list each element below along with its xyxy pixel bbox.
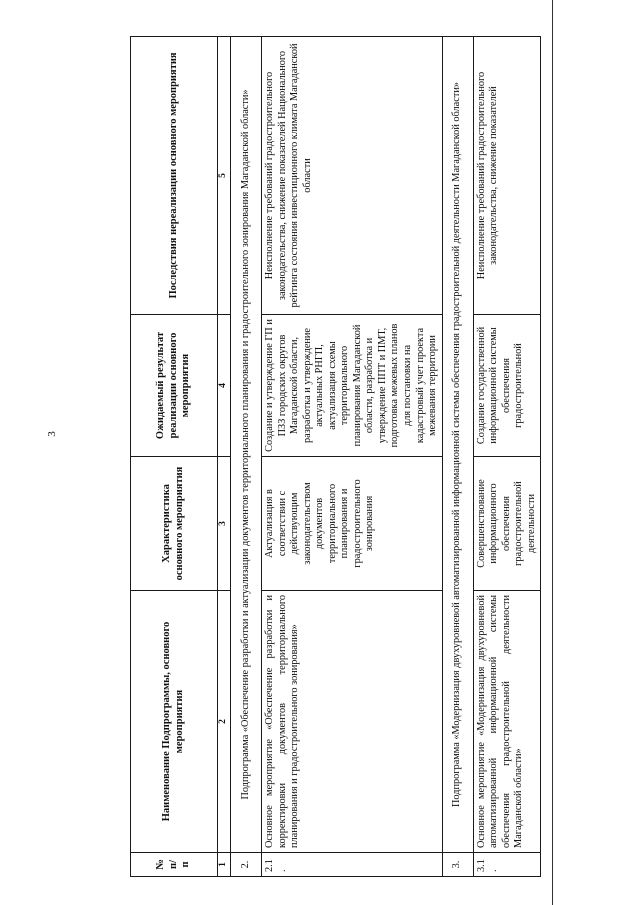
header-characteristic: Характеристика основного мероприятия <box>131 457 218 591</box>
activity-result: Создание и утверждение ГП и ПЗЗ городских округов Магаданской области, разработка и утверждение актуальных РНГП, актуализация схемы территориального планирования Магаданской области, разработка и утверждение ППТ и ПМТ, подготовка межевых планов для постановки на кадастровый учет проекта межевания территории <box>262 315 443 457</box>
table-row-2-1 <box>262 37 443 877</box>
column-number: 2 <box>218 591 231 853</box>
column-number: 5 <box>218 37 231 315</box>
activities-table <box>130 36 541 877</box>
row-num: 3.1. <box>473 853 541 877</box>
activity-consequences: Неисполнение требований градостроительного законодательства, снижение показателей Национального рейтинга состояния инвестиционного климата Магаданской области <box>262 37 443 315</box>
header-num: № п/п <box>131 853 218 877</box>
table-row-3-1 <box>473 37 541 877</box>
activity-result: Создание государственной информационной системы обеспечения градостроительной <box>473 315 541 457</box>
subprogram-row-2 <box>231 37 262 877</box>
column-number: 1 <box>218 853 231 877</box>
column-number: 4 <box>218 315 231 457</box>
subprogram-title: Подпрограмма «Обеспечение разработки и актуализации документов территориального планирования и градостроительного зонирования Магаданской области» <box>231 37 262 853</box>
column-number-row <box>218 37 231 877</box>
header-result: Ожидаемый результат реализации основного мероприятия <box>131 315 218 457</box>
activity-consequences: Неисполнение требований градостроительного законодательства, снижение показателей <box>473 37 541 315</box>
page-number: 3 <box>46 431 58 437</box>
header-name: Наименование Подпрограммы, основного мероприятия <box>131 591 218 853</box>
header-consequences: Последствия нереализации основного мероприятия <box>131 37 218 315</box>
activity-characteristic: Совершенствование информационного обеспечения градостроительной деятельности <box>473 457 541 591</box>
header-row <box>131 37 218 877</box>
subprogram-title: Подпрограмма «Модернизация двухуровневой автоматизированной информационной системы обеспечения градостроительной деятельности Магаданской области» <box>442 37 473 853</box>
activity-characteristic: Актуализация в соответствии с действующим законодательством документов территориального планирования и градостроительного зонирования <box>262 457 443 591</box>
activity-name: Основное мероприятие «Обеспечение разработки и корректировки документов территориального планирования и градостроительного зонирования» <box>262 591 443 853</box>
activity-name: Основное мероприятие «Модернизация двухуровневой автоматизированной информационной системы обеспечения градостроительной деятельности Магаданской области» <box>473 591 541 853</box>
row-num: 2.1. <box>262 853 443 877</box>
row-num: 3. <box>442 853 473 877</box>
subprogram-row-3 <box>442 37 473 877</box>
column-number: 3 <box>218 457 231 591</box>
row-num: 2. <box>231 853 262 877</box>
rotated-table-container <box>130 37 570 877</box>
